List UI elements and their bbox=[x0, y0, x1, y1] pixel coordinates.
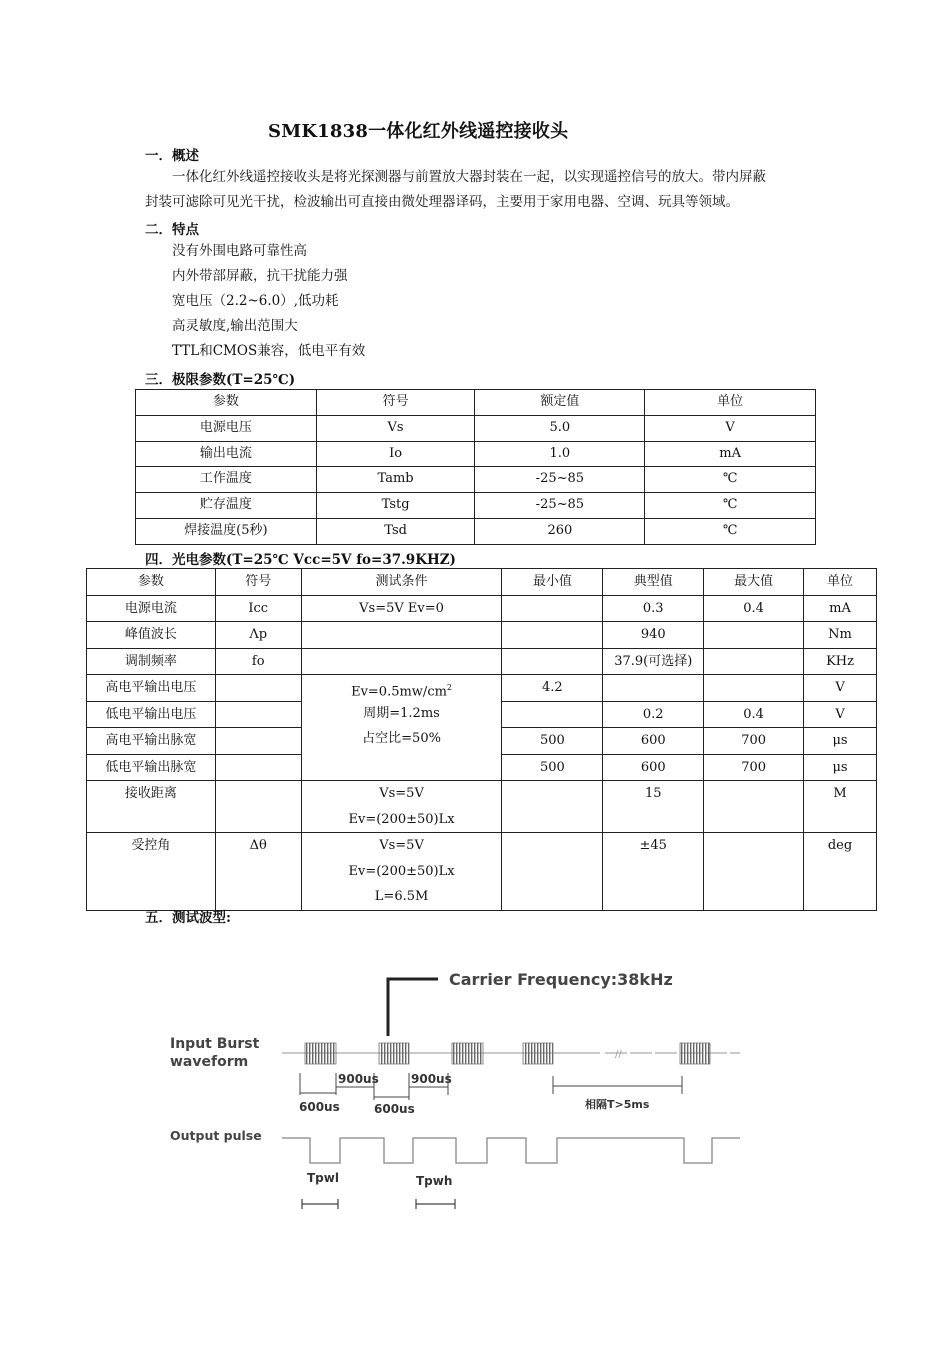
cell bbox=[215, 675, 301, 702]
cell bbox=[215, 754, 301, 781]
cell bbox=[502, 833, 603, 911]
cell: 5.0 bbox=[475, 415, 645, 441]
condition-group-cell bbox=[301, 675, 502, 781]
header-cell: 参数 bbox=[136, 390, 317, 416]
cell: 焊接温度(5秒) bbox=[136, 518, 317, 544]
burst-block bbox=[305, 1043, 336, 1064]
table-row bbox=[87, 622, 877, 649]
interval-label: 相隔T>5ms bbox=[585, 1098, 650, 1111]
cell: 940 bbox=[603, 622, 704, 649]
feature-item: 高灵敏度,输出范围大 bbox=[172, 318, 298, 334]
cell: 4.2 bbox=[502, 675, 603, 702]
cell: 电源电流 bbox=[87, 595, 216, 622]
tpwl-label: Tpwl bbox=[307, 1171, 339, 1185]
cell: KHz bbox=[804, 648, 877, 675]
cell: 260 bbox=[475, 518, 645, 544]
cell: 0.2 bbox=[603, 701, 704, 728]
header-cell: 最小值 bbox=[502, 569, 603, 596]
header-cell: 典型值 bbox=[603, 569, 704, 596]
cell: Λp bbox=[215, 622, 301, 649]
table-row bbox=[136, 518, 816, 544]
cell bbox=[301, 622, 502, 649]
cell: 600 bbox=[603, 754, 704, 781]
table-row bbox=[87, 675, 877, 702]
feature-item: 宽电压（2.2~6.0）,低功耗 bbox=[172, 293, 339, 309]
cell: 低电平输出脉宽 bbox=[87, 754, 216, 781]
cell: 低电平输出电压 bbox=[87, 701, 216, 728]
section-limits-heading: 三．极限参数(T=25℃) bbox=[145, 372, 296, 388]
table-row bbox=[87, 595, 877, 622]
cell: Tstg bbox=[316, 493, 475, 519]
header-cell: 符号 bbox=[215, 569, 301, 596]
cell: ℃ bbox=[645, 467, 816, 493]
cell: 500 bbox=[502, 754, 603, 781]
cell bbox=[704, 833, 804, 911]
feature-item: TTL和CMOS兼容，低电平有效 bbox=[172, 343, 366, 359]
cell: mA bbox=[645, 441, 816, 467]
cell: Io bbox=[316, 441, 475, 467]
limits-table bbox=[135, 389, 816, 545]
cell: deg bbox=[804, 833, 877, 911]
table-row bbox=[87, 781, 877, 833]
cell: 700 bbox=[704, 754, 804, 781]
cell: 37.9(可选择) bbox=[603, 648, 704, 675]
table-header-row bbox=[136, 390, 816, 416]
condition-line: Ev=(200±50)Lx bbox=[348, 811, 455, 827]
cell bbox=[502, 781, 603, 833]
cell: 接收距离 bbox=[87, 781, 216, 833]
cell: V bbox=[804, 701, 877, 728]
header-cell: 额定值 bbox=[475, 390, 645, 416]
cell: mA bbox=[804, 595, 877, 622]
cell: 600 bbox=[603, 728, 704, 755]
cell: V bbox=[804, 675, 877, 702]
cell: Δθ bbox=[215, 833, 301, 911]
condition-cell bbox=[301, 833, 502, 911]
timing-label-900us: 900us bbox=[411, 1072, 452, 1086]
condition-line: 占空比=50% bbox=[362, 731, 441, 746]
output-pulse-waveform bbox=[282, 1138, 740, 1163]
section-opto-heading: 四．光电参数(T=25℃ Vcc=5V fo=37.9KHZ) bbox=[145, 552, 456, 568]
cell: 调制频率 bbox=[87, 648, 216, 675]
burst-block bbox=[379, 1043, 409, 1064]
table-row bbox=[136, 415, 816, 441]
cell: Vs bbox=[316, 415, 475, 441]
condition-line: Vs=5V bbox=[379, 838, 424, 853]
feature-item: 没有外围电路可靠性高 bbox=[172, 243, 307, 259]
cell bbox=[603, 675, 704, 702]
cell: 500 bbox=[502, 728, 603, 755]
cell: 700 bbox=[704, 728, 804, 755]
table-header-row bbox=[87, 569, 877, 596]
table-row bbox=[87, 833, 877, 911]
burst-block bbox=[680, 1043, 710, 1064]
cell: M bbox=[804, 781, 877, 833]
cell bbox=[301, 648, 502, 675]
condition-text: Ev=0.5mw/cm bbox=[351, 684, 447, 700]
cell bbox=[215, 701, 301, 728]
cell: Tsd bbox=[316, 518, 475, 544]
cell: 0.4 bbox=[704, 595, 804, 622]
header-cell: 单位 bbox=[645, 390, 816, 416]
cell: μs bbox=[804, 728, 877, 755]
cell: 输出电流 bbox=[136, 441, 317, 467]
header-cell: 参数 bbox=[87, 569, 216, 596]
section-overview-heading: 一．概述 bbox=[145, 148, 199, 164]
cell: 1.0 bbox=[475, 441, 645, 467]
condition-line: Vs=5V bbox=[379, 786, 424, 801]
cell: 受控角 bbox=[87, 833, 216, 911]
cell: ℃ bbox=[645, 518, 816, 544]
cell: 高电平输出电压 bbox=[87, 675, 216, 702]
cell: V bbox=[645, 415, 816, 441]
timing-label-600us: 600us bbox=[374, 1102, 415, 1116]
cell: μs bbox=[804, 754, 877, 781]
carrier-callout-line bbox=[388, 979, 438, 1036]
cell: -25~85 bbox=[475, 467, 645, 493]
timing-label-900us: 900us bbox=[338, 1072, 379, 1086]
cell bbox=[502, 622, 603, 649]
header-cell: 测试条件 bbox=[301, 569, 502, 596]
cell: 0.3 bbox=[603, 595, 704, 622]
table-row bbox=[87, 648, 877, 675]
timing-label-600us: 600us bbox=[299, 1100, 340, 1114]
cell: 工作温度 bbox=[136, 467, 317, 493]
output-pulse-label: Output pulse bbox=[170, 1128, 262, 1143]
cell: 15 bbox=[603, 781, 704, 833]
condition-line bbox=[302, 675, 502, 701]
cell: 峰值波长 bbox=[87, 622, 216, 649]
overview-line-2: 封装可滤除可见光干扰，检波输出可直接由微处理器译码，主要用于家用电器、空调、玩具等领域。 bbox=[145, 194, 739, 210]
test-waveform-diagram bbox=[0, 940, 950, 1240]
cell bbox=[215, 728, 301, 755]
cell: ±45 bbox=[603, 833, 704, 911]
cell bbox=[704, 622, 804, 649]
cell bbox=[704, 781, 804, 833]
condition-line: 周期=1.2ms bbox=[363, 705, 440, 721]
section-waveform-heading: 五．测试波型: bbox=[145, 910, 231, 926]
cell: Icc bbox=[215, 595, 301, 622]
cell: Tamb bbox=[316, 467, 475, 493]
burst-block bbox=[452, 1043, 483, 1064]
cell bbox=[704, 675, 804, 702]
header-cell: 单位 bbox=[804, 569, 877, 596]
cell: -25~85 bbox=[475, 493, 645, 519]
cell: Vs=5V Ev=0 bbox=[301, 595, 502, 622]
cell: fo bbox=[215, 648, 301, 675]
cell: Nm bbox=[804, 622, 877, 649]
cell: 0.4 bbox=[704, 701, 804, 728]
break-mark-icon: // bbox=[615, 1049, 622, 1060]
overview-line-1: 一体化红外线遥控接收头是将光探测器与前置放大器封装在一起，以实现遥控信号的放大。带内屏蔽 bbox=[172, 169, 766, 185]
input-burst-label: Input Burst bbox=[170, 1036, 260, 1052]
condition-cell bbox=[301, 781, 502, 833]
cell: 电源电压 bbox=[136, 415, 317, 441]
cell bbox=[704, 648, 804, 675]
cell bbox=[502, 595, 603, 622]
section-features-heading: 二．特点 bbox=[145, 222, 199, 238]
cell: 贮存温度 bbox=[136, 493, 317, 519]
cell: 高电平输出脉宽 bbox=[87, 728, 216, 755]
cell: ℃ bbox=[645, 493, 816, 519]
table-row bbox=[136, 493, 816, 519]
condition-line: L=6.5M bbox=[374, 889, 429, 904]
tpwh-label: Tpwh bbox=[416, 1174, 453, 1188]
input-waveform-label: waveform bbox=[170, 1054, 249, 1070]
page-title: SMK1838一体化红外线遥控接收头 bbox=[268, 121, 569, 142]
burst-block bbox=[523, 1043, 553, 1064]
table-row bbox=[136, 441, 816, 467]
carrier-frequency-label: Carrier Frequency:38kHz bbox=[449, 970, 673, 989]
header-cell: 最大值 bbox=[704, 569, 804, 596]
cell bbox=[502, 648, 603, 675]
cell bbox=[215, 781, 301, 833]
header-cell: 符号 bbox=[316, 390, 475, 416]
cell bbox=[502, 701, 603, 728]
superscript: 2 bbox=[446, 683, 453, 692]
condition-line: Ev=(200±50)Lx bbox=[348, 863, 455, 879]
feature-item: 内外带部屏蔽，抗干扰能力强 bbox=[172, 268, 348, 284]
table-row bbox=[136, 467, 816, 493]
opto-table bbox=[86, 568, 877, 911]
